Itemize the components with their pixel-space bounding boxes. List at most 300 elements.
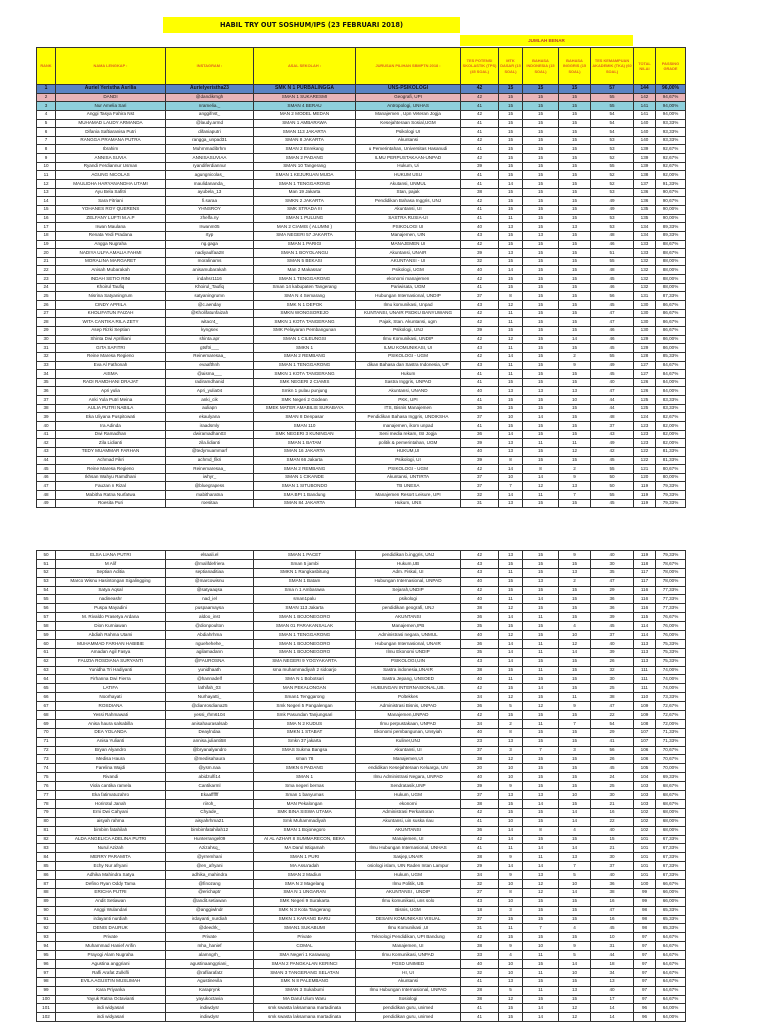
cell-jurusan[interactable]: Ilmu Komunikasi, UNPAD [356,951,461,960]
cell-instagram[interactable]: fi.saraa [166,197,254,206]
cell-total[interactable]: 99 [634,888,656,897]
cell-jurusan[interactable]: Pariwisata, UGM [356,283,461,292]
cell-rank[interactable]: 42 [37,439,56,448]
cell-tps[interactable]: 35 [461,648,499,657]
cell-asal-sekolah[interactable]: SMKN 1 KOTA TANGERANG [254,370,356,379]
cell-jurusan[interactable]: Manajemen, UI [356,942,461,951]
cell-bahasa-inggris[interactable]: 9 [559,473,591,482]
cell-jurusan[interactable]: Psikologi, UNJ [356,326,461,335]
cell-rank[interactable]: 28 [37,318,56,327]
cell-bahasa-indonesia[interactable]: 13 [523,387,559,396]
cell-asal-sekolah[interactable]: SMAN 1 AMBARAWA [254,119,356,128]
cell-bahasa-inggris[interactable]: 15 [559,995,591,1004]
cell-passing-grade[interactable]: 91,33% [656,180,686,189]
cell-bahasa-inggris[interactable]: 5 [559,951,591,960]
cell-passing-grade[interactable]: 70,67% [656,746,686,755]
cell-total[interactable]: 97 [634,959,656,968]
cell-mtk[interactable]: 13 [499,737,523,746]
table-row[interactable] [37,292,686,301]
cell-mtk[interactable]: 10 [499,773,523,782]
cell-bahasa-indonesia[interactable]: 15 [523,214,559,223]
table-row[interactable] [37,326,686,335]
cell-total[interactable]: 102 [634,817,656,826]
cell-bahasa-indonesia[interactable]: 15 [523,266,559,275]
cell-tka[interactable]: 55 [591,465,634,474]
cell-jurusan[interactable]: HUKUM,UI [356,447,461,456]
cell-total[interactable]: 135 [634,205,656,214]
cell-instagram[interactable]: Reinemaresaa_ [166,352,254,361]
cell-jurusan[interactable]: Sastra Inggris, UNPAD [356,378,461,387]
cell-asal-sekolah[interactable]: SMAN 1 TENGGARONG [254,631,356,640]
cell-rank[interactable]: 88 [37,888,56,897]
cell-nama[interactable]: Farelina Wajdi [56,764,166,773]
cell-asal-sekolah[interactable]: SMKN WONGSOREJO [254,309,356,318]
cell-passing-grade[interactable]: 79,33% [656,551,686,560]
cell-passing-grade[interactable]: 79,33% [656,499,686,508]
cell-asal-sekolah[interactable]: SMK BINA SISWA UTAMA [254,808,356,817]
cell-total[interactable]: 107 [634,737,656,746]
table-row[interactable] [37,491,686,500]
cell-bahasa-inggris[interactable]: 14 [559,959,591,968]
cell-asal-sekolah[interactable]: Private [254,933,356,942]
cell-nama[interactable]: Ikhsan Wahyu Ramdhani [56,473,166,482]
cell-rank[interactable]: 72 [37,746,56,755]
cell-bahasa-indonesia[interactable]: 11 [523,613,559,622]
cell-instagram[interactable]: abidzulfi14 [166,773,254,782]
cell-bahasa-inggris[interactable]: 15 [559,421,591,430]
cell-total[interactable]: 114 [634,622,656,631]
cell-asal-sekolah[interactable]: MAN Pekalongan [254,799,356,808]
cell-tps[interactable]: 43 [461,559,499,568]
table-row[interactable] [37,631,686,640]
cell-mtk[interactable]: 15 [499,1013,523,1022]
cell-asal-sekolah[interactable]: SMK N 1 DEPOK [254,301,356,310]
cell-instagram[interactable]: iwhyr_ [166,473,254,482]
cell-rank[interactable]: 48 [37,491,56,500]
cell-rank[interactable]: 5 [37,119,56,128]
cell-nama[interactable]: Andit Setiawan [56,897,166,906]
cell-rank[interactable]: 86 [37,871,56,880]
cell-passing-grade[interactable]: 66,00% [656,897,686,906]
cell-mtk[interactable]: 15 [499,577,523,586]
cell-tka[interactable]: 46 [591,326,634,335]
cell-rank[interactable]: 11 [37,171,56,180]
cell-bahasa-indonesia[interactable]: 15 [523,136,559,145]
cell-bahasa-inggris[interactable]: 15 [559,240,591,249]
cell-rank[interactable]: 18 [37,231,56,240]
table-row[interactable] [37,879,686,888]
cell-asal-sekolah[interactable]: SMAN 1 PARIGI [254,240,356,249]
table-row[interactable] [37,773,686,782]
cell-rank[interactable]: 61 [37,648,56,657]
cell-rank[interactable]: 47 [37,482,56,491]
cell-tka[interactable]: 45 [591,275,634,284]
table-row[interactable] [37,102,686,111]
table-row[interactable] [37,119,686,128]
cell-nama[interactable]: DEA YOLANDA [56,728,166,737]
cell-mtk[interactable]: 10 [499,817,523,826]
cell-tka[interactable]: 22 [591,711,634,720]
cell-nama[interactable]: Adhika Mahindra Satya [56,871,166,880]
cell-bahasa-indonesia[interactable]: 15 [523,586,559,595]
cell-tka[interactable]: 45 [591,370,634,379]
cell-bahasa-inggris[interactable]: 14 [559,335,591,344]
table-row[interactable] [37,711,686,720]
cell-tps[interactable]: 37 [461,746,499,755]
cell-rank[interactable]: 79 [37,808,56,817]
cell-passing-grade[interactable]: 64,00% [656,1004,686,1013]
col-header-bahasa-indonesia[interactable]: BAHASA INDONESIA (15 SOAL) [523,48,559,85]
cell-mtk[interactable]: 11 [499,214,523,223]
cell-tka[interactable]: 40 [591,639,634,648]
cell-bahasa-inggris[interactable]: 13 [559,387,591,396]
cell-jurusan[interactable]: Hubungan Internasional, UNDIP [356,292,461,301]
cell-nama[interactable]: Nisrina Satyaningrum [56,292,166,301]
cell-asal-sekolah[interactable]: SMAN 1 PULUNG [254,214,356,223]
cell-bahasa-inggris[interactable]: 9 [559,702,591,711]
cell-total[interactable]: 126 [634,387,656,396]
cell-asal-sekolah[interactable]: SMKN 1 [254,344,356,353]
cell-rank[interactable]: 74 [37,764,56,773]
cell-tps[interactable]: 40 [461,266,499,275]
cell-mtk[interactable]: 10 [499,897,523,906]
cell-rank[interactable]: 78 [37,799,56,808]
cell-instagram[interactable]: Chyade_ [166,808,254,817]
cell-rank[interactable]: 93 [37,933,56,942]
cell-nama[interactable]: Ira Adinda [56,421,166,430]
cell-jurusan[interactable]: Akuntansi [356,977,461,986]
cell-bahasa-indonesia[interactable]: 15 [523,430,559,439]
cell-bahasa-indonesia[interactable]: 15 [523,835,559,844]
cell-jurusan[interactable]: Akuntansi, UNAIR [356,249,461,258]
cell-mtk[interactable]: 8 [499,888,523,897]
cell-tps[interactable]: 37 [461,791,499,800]
cell-instagram[interactable]: zila.lidianti [166,439,254,448]
cell-asal-sekolah[interactable]: SMK STRADA III [254,205,356,214]
cell-tka[interactable]: 36 [591,879,634,888]
table-row[interactable] [37,1013,686,1022]
cell-tps[interactable]: 42 [461,335,499,344]
cell-bahasa-inggris[interactable]: 15 [559,915,591,924]
cell-total[interactable]: 97 [634,942,656,951]
cell-bahasa-inggris[interactable]: 15 [559,684,591,693]
cell-tka[interactable]: 52 [591,154,634,163]
cell-tka[interactable]: 36 [591,604,634,613]
cell-instagram[interactable]: @yrremhani [166,853,254,862]
cell-rank[interactable]: 40 [37,421,56,430]
cell-nama[interactable]: Horirotul Janah [56,799,166,808]
cell-tps[interactable]: 41 [461,119,499,128]
table-row[interactable] [37,318,686,327]
cell-mtk[interactable]: 14 [499,648,523,657]
cell-rank[interactable]: 83 [37,844,56,853]
cell-nama[interactable]: Defino Ryan Oddy Tama [56,879,166,888]
cell-tps[interactable]: 39 [461,162,499,171]
cell-rank[interactable]: 62 [37,657,56,666]
cell-jurusan[interactable]: Ilmu komunikasi, uns solo [356,897,461,906]
cell-tka[interactable]: 37 [591,631,634,640]
cell-total[interactable]: 119 [634,491,656,500]
cell-tka[interactable]: 55 [591,162,634,171]
cell-bahasa-inggris[interactable]: 15 [559,180,591,189]
cell-mtk[interactable]: 9 [499,782,523,791]
cell-tps[interactable]: 42 [461,309,499,318]
cell-instagram[interactable]: @deedrk_ [166,924,254,933]
cell-bahasa-inggris[interactable]: 15 [559,586,591,595]
cell-mtk[interactable]: 15 [499,666,523,675]
cell-tka[interactable]: 49 [591,361,634,370]
cell-total[interactable]: 117 [634,577,656,586]
cell-rank[interactable]: 34 [37,370,56,379]
cell-nama[interactable]: Asep Rizki Septian [56,326,166,335]
cell-nama[interactable]: FAUZIA ROSDIANA SURYANTI [56,657,166,666]
cell-passing-grade[interactable]: 71,33% [656,737,686,746]
table-row[interactable] [37,231,686,240]
cell-instagram[interactable]: @tedymuammarf [166,447,254,456]
cell-asal-sekolah[interactable]: Man 2 Makassar [254,266,356,275]
cell-passing-grade[interactable]: 96,00% [656,85,686,94]
cell-mtk[interactable]: 10 [499,959,523,968]
cell-total[interactable]: 138 [634,171,656,180]
cell-mtk[interactable]: 15 [499,240,523,249]
cell-tps[interactable]: 43 [461,657,499,666]
cell-mtk[interactable]: 14 [499,657,523,666]
cell-instagram[interactable]: indiwdysr [166,1004,254,1013]
cell-bahasa-indonesia[interactable]: 15 [523,675,559,684]
cell-jurusan[interactable]: Manajemen,UI [356,755,461,764]
cell-asal-sekolah[interactable]: SMAN 1 BATAM [254,439,356,448]
cell-tps[interactable]: 36 [461,430,499,439]
cell-bahasa-inggris[interactable]: 10 [559,396,591,405]
cell-rank[interactable]: 23 [37,275,56,284]
cell-tka[interactable]: 45 [591,301,634,310]
cell-jurusan[interactable]: pendidikan guru, unimed [356,1013,461,1022]
cell-total[interactable]: 98 [634,906,656,915]
cell-bahasa-indonesia[interactable]: 15 [523,559,559,568]
cell-jurusan[interactable]: Ilmu komunikasi, Unpad [356,301,461,310]
cell-tps[interactable]: 38 [461,942,499,951]
cell-bahasa-indonesia[interactable]: 15 [523,378,559,387]
cell-mtk[interactable]: 12 [499,755,523,764]
cell-asal-sekolah[interactable]: MA Darul Ulum Waru [254,995,356,1004]
cell-asal-sekolah[interactable]: SMAN 1 TENGGARONG [254,275,356,284]
cell-rank[interactable]: 26 [37,301,56,310]
cell-passing-grade[interactable]: 92,67% [656,154,686,163]
cell-tps[interactable]: 38 [461,604,499,613]
table-row[interactable] [37,136,686,145]
cell-bahasa-indonesia[interactable]: 11 [523,951,559,960]
cell-passing-grade[interactable]: 80,00% [656,473,686,482]
cell-passing-grade[interactable]: 82,00% [656,439,686,448]
cell-instagram[interactable]: septianaditiaa [166,568,254,577]
cell-mtk[interactable]: 11 [499,924,523,933]
cell-tka[interactable]: 50 [591,473,634,482]
cell-tps[interactable]: 20 [461,764,499,773]
cell-bahasa-indonesia[interactable]: 15 [523,240,559,249]
cell-passing-grade[interactable]: 69,33% [656,773,686,782]
cell-passing-grade[interactable]: 85,33% [656,352,686,361]
cell-bahasa-inggris[interactable]: 2 [559,352,591,361]
cell-instagram[interactable]: achmd_fikri [166,456,254,465]
cell-bahasa-inggris[interactable]: 15 [559,977,591,986]
cell-bahasa-inggris[interactable]: 15 [559,413,591,422]
cell-jurusan[interactable]: AKUNTANSI [356,826,461,835]
cell-nama[interactable]: Muhammad Hanief Arifin [56,942,166,951]
cell-tka[interactable]: 47 [591,702,634,711]
cell-bahasa-indonesia[interactable]: 11 [523,968,559,977]
cell-bahasa-inggris[interactable]: 12 [559,639,591,648]
cell-bahasa-inggris[interactable]: 7 [559,862,591,871]
cell-rank[interactable]: 82 [37,835,56,844]
cell-mtk[interactable]: 15 [499,136,523,145]
cell-tka[interactable]: 39 [591,648,634,657]
cell-nama[interactable]: MUHAMAD LAUDY ARMANDA [56,119,166,128]
cell-asal-sekolah[interactable]: SMAN 1 CILEUNGSI [254,335,356,344]
cell-total[interactable]: 123 [634,430,656,439]
cell-passing-grade[interactable]: 89,33% [656,231,686,240]
cell-tps[interactable]: 38 [461,666,499,675]
table-row[interactable] [37,613,686,622]
cell-tps[interactable]: 42 [461,465,499,474]
cell-instagram[interactable]: adhika_mahindra [166,871,254,880]
cell-tka[interactable]: 16 [591,808,634,817]
cell-jurusan[interactable]: PSIKOLOGI UI [356,223,461,232]
cell-instagram[interactable]: Apri_yulia04 [166,387,254,396]
cell-passing-grade[interactable]: 94,00% [656,102,686,111]
cell-asal-sekolah[interactable]: SMA Negeri 1 Karawang [254,951,356,960]
table-row[interactable] [37,728,686,737]
cell-passing-grade[interactable]: 86,67% [656,318,686,327]
cell-jurusan[interactable]: Sasjep,UNAIR [356,853,461,862]
cell-tps[interactable]: 41 [461,214,499,223]
cell-mtk[interactable]: 11 [499,568,523,577]
cell-nama[interactable]: Medisa Haura [56,755,166,764]
cell-total[interactable]: 113 [634,648,656,657]
cell-instagram[interactable]: annisa.julianti58 [166,737,254,746]
cell-bahasa-inggris[interactable]: 15 [559,370,591,379]
cell-asal-sekolah[interactable]: SMAN 113 JAKARTA [254,128,356,137]
cell-instagram[interactable]: anki_cik [166,396,254,405]
cell-rank[interactable]: 76 [37,782,56,791]
cell-bahasa-inggris[interactable]: 3 [559,746,591,755]
cell-tka[interactable]: 41 [591,737,634,746]
cell-tps[interactable]: 34 [461,693,499,702]
cell-total[interactable]: 125 [634,404,656,413]
cell-tka[interactable]: 47 [591,577,634,586]
cell-tka[interactable]: 56 [591,292,634,301]
cell-asal-sekolah[interactable]: SMKN 6 PADANG [254,764,356,773]
cell-tps[interactable]: 41 [461,1004,499,1013]
cell-bahasa-indonesia[interactable]: 15 [523,361,559,370]
table-row[interactable] [37,995,686,1004]
cell-bahasa-inggris[interactable]: 14 [559,808,591,817]
cell-nama[interactable]: Anki Yula Putri Meina [56,396,166,405]
cell-jurusan[interactable]: Hukum, UGM [356,871,461,880]
cell-jurusan[interactable]: AKUNTANSI - UI [356,257,461,266]
cell-passing-grade[interactable]: 64,67% [656,986,686,995]
cell-tka[interactable]: 44 [591,396,634,405]
cell-jurusan[interactable]: Ilmu Komunikasi, UNDIP [356,335,461,344]
cell-mtk[interactable]: 15 [499,85,523,94]
cell-nama[interactable]: Roesita Puri [56,499,166,508]
cell-bahasa-indonesia[interactable]: 15 [523,959,559,968]
cell-tka[interactable]: 53 [591,214,634,223]
cell-bahasa-inggris[interactable]: 15 [559,136,591,145]
table-row[interactable] [37,301,686,310]
cell-mtk[interactable]: 11 [499,370,523,379]
cell-mtk[interactable]: 8 [499,292,523,301]
cell-rank[interactable]: 63 [37,666,56,675]
cell-mtk[interactable]: 15 [499,421,523,430]
cell-instagram[interactable]: Azizahsq_ [166,844,254,853]
cell-asal-sekolah[interactable]: SMAN 110 [254,421,356,430]
cell-instagram[interactable]: @marcowisnu [166,577,254,586]
cell-tps[interactable]: 35 [461,622,499,631]
cell-passing-grade[interactable]: 76,67% [656,613,686,622]
cell-nama[interactable]: Irwan Maulana [56,223,166,232]
cell-rank[interactable]: 46 [37,473,56,482]
cell-nama[interactable]: MERRY PARAMITA [56,853,166,862]
cell-rank[interactable]: 54 [37,586,56,595]
cell-asal-sekolah[interactable]: SMAN 1 [254,773,356,782]
cell-tka[interactable]: 45 [591,764,634,773]
cell-jurusan[interactable]: PKK, UPI [356,396,461,405]
cell-asal-sekolah[interactable]: SMAN 3 Sukabumi [254,986,356,995]
cell-instagram[interactable]: @anggiwlndr [166,906,254,915]
cell-passing-grade[interactable]: 64,67% [656,942,686,951]
cell-total[interactable]: 111 [634,666,656,675]
cell-total[interactable]: 103 [634,799,656,808]
cell-tka[interactable]: 30 [591,675,634,684]
cell-tps[interactable]: 38 [461,188,499,197]
cell-asal-sekolah[interactable]: SMAN 3 TANGERANG SELATAN [254,968,356,977]
cell-jurusan[interactable]: osiologi islam, UIN Raden Intan Lampur [356,862,461,871]
cell-nama[interactable]: ANNISA SUVIA [56,154,166,163]
cell-tka[interactable]: 47 [591,387,634,396]
cell-asal-sekolah[interactable]: SMAN 1 Bojonegoro [254,826,356,835]
cell-jurusan[interactable]: Stan, pajak [356,188,461,197]
table-row[interactable] [37,197,686,206]
cell-instagram[interactable]: Khoirul_Taufiq [166,283,254,292]
table-row[interactable] [37,871,686,880]
cell-asal-sekolah[interactable]: SMAN 1 BOJONEGORO [254,639,356,648]
cell-nama[interactable]: KHOLIFATUN FAIZAH [56,309,166,318]
cell-mtk[interactable]: 12 [499,335,523,344]
cell-instagram[interactable]: ayubela_13 [166,188,254,197]
cell-rank[interactable]: 4 [37,110,56,119]
table-row[interactable] [37,499,686,508]
table-row[interactable] [37,604,686,613]
cell-bahasa-indonesia[interactable]: 7 [523,924,559,933]
cell-asal-sekolah[interactable]: SMAN 113 Jakarta [254,604,356,613]
cell-total[interactable]: 140 [634,136,656,145]
cell-jurusan[interactable]: Manajemen, UI [356,835,461,844]
cell-bahasa-inggris[interactable]: 15 [559,559,591,568]
cell-bahasa-indonesia[interactable]: 15 [523,145,559,154]
cell-rank[interactable]: 43 [37,447,56,456]
cell-rank[interactable]: 95 [37,951,56,960]
cell-instagram[interactable]: aisyahrhma21 [166,817,254,826]
cell-total[interactable]: 97 [634,968,656,977]
cell-bahasa-inggris[interactable]: 15 [559,782,591,791]
cell-passing-grade[interactable]: 86,67% [656,309,686,318]
cell-rank[interactable]: 16 [37,214,56,223]
cell-mtk[interactable]: 5 [499,702,523,711]
cell-nama[interactable]: bimbim fatahilah [56,826,166,835]
cell-passing-grade[interactable]: 73,33% [656,693,686,702]
cell-rank[interactable]: 90 [37,906,56,915]
cell-instagram[interactable]: rtyp [166,231,254,240]
